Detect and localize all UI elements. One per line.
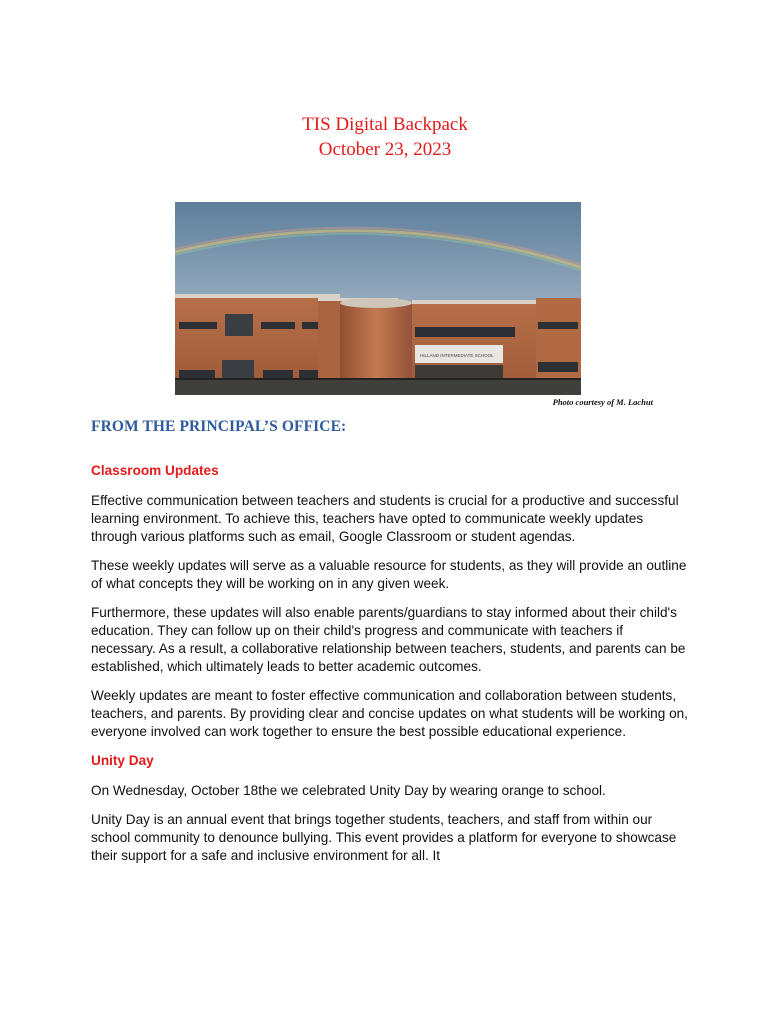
school-sign-text: HILLAND INTERMEDIATE SCHOOL: [420, 353, 494, 358]
school-photo: [175, 202, 581, 395]
photo-caption: Photo courtesy of M. Lachut: [552, 397, 653, 407]
unity-paragraph-1: On Wednesday, October 18the we celebrated Unity Day by wearing orange to school.: [91, 783, 606, 798]
classroom-paragraph-1: Effective communication between teachers and students is crucial for a productive and successful learning environment. To achieve this, teachers have opted to communicate weekly updates through various platforms such as email, Google Classroom or student agendas.: [91, 493, 679, 544]
classroom-paragraph-3: Furthermore, these updates will also enable parents/guardians to stay informed about their child's education. They can follow up on their child's progress and communicate with teachers if necessary. As a result, a collaborative relationship between teachers, students, and parents can be established, which ultimately leads to better academic outcomes.: [91, 605, 686, 674]
classroom-updates-heading: Classroom Updates: [91, 463, 219, 478]
newsletter-header: [0, 112, 770, 162]
newsletter-date: October 23, 2023: [318, 139, 452, 160]
newsletter-title: TIS Digital Backpack: [302, 114, 468, 135]
section-title: FROM THE PRINCIPAL’S OFFICE:: [91, 418, 347, 435]
newsletter-body: [91, 462, 691, 876]
classroom-paragraph-4: Weekly updates are meant to foster effective communication and collaboration between students, teachers, and parents. By providing clear and concise updates on what students will be working on, everyone involved can work together to ensure the best possible educational experience.: [91, 688, 688, 739]
unity-day-heading: Unity Day: [91, 753, 154, 768]
unity-paragraph-2: Unity Day is an annual event that brings together students, teachers, and staff from within our school community to denounce bullying. This event provides a platform for everyone to showcase their support for a safe and inclusive environment for all. It: [91, 812, 677, 863]
classroom-paragraph-2: These weekly updates will serve as a valuable resource for students, as they will provide an outline of what concepts they will be working on in any given week.: [91, 558, 687, 591]
